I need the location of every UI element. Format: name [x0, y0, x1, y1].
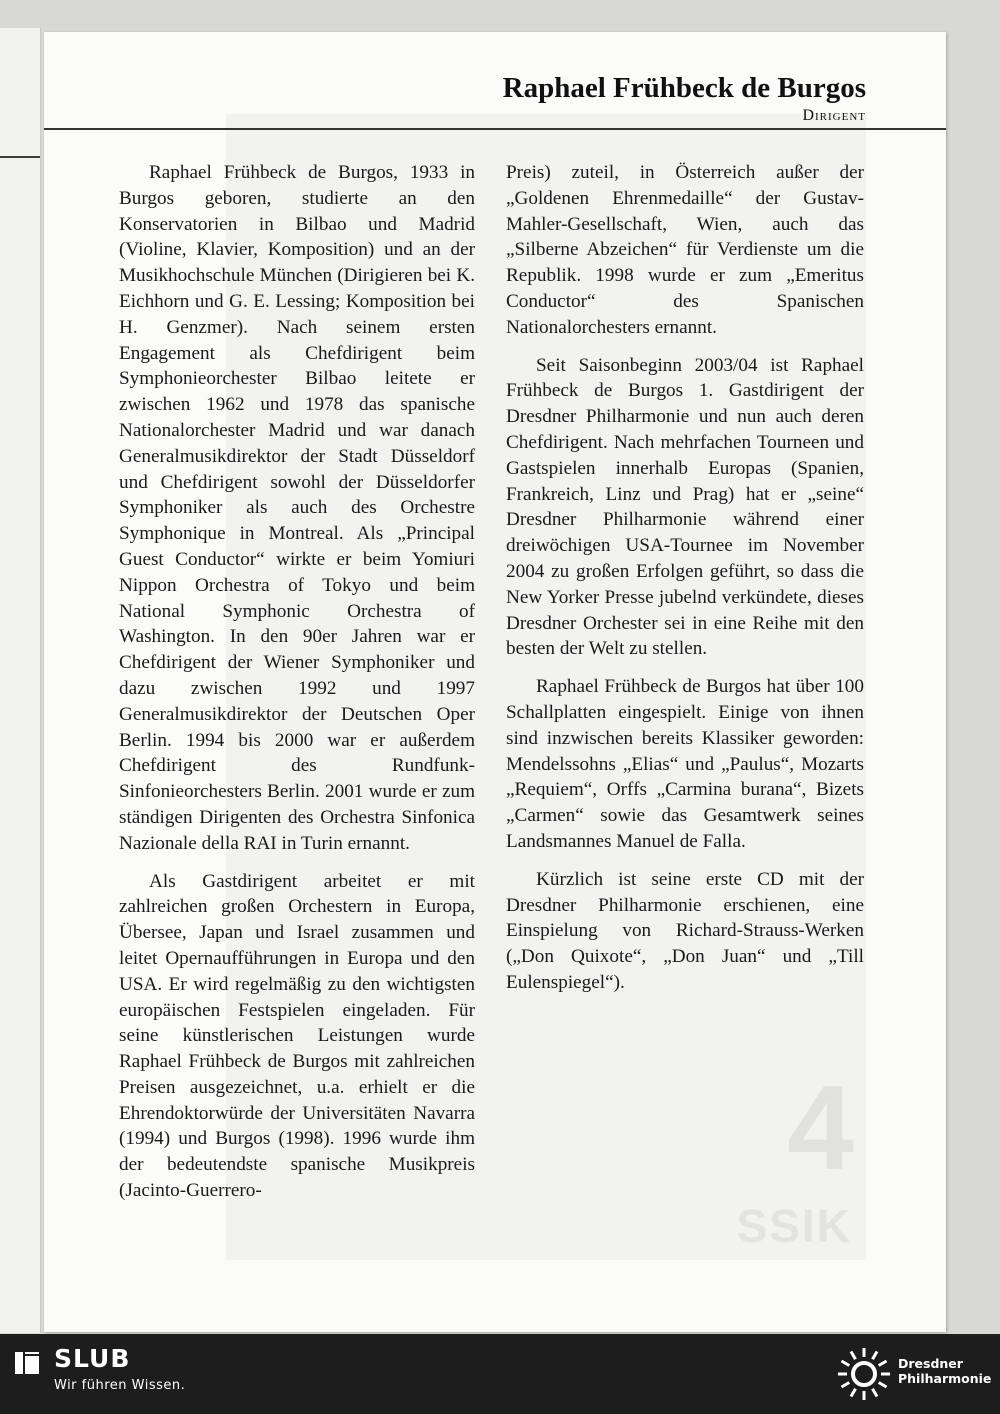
- orchestra-name: [898, 1356, 990, 1386]
- previous-page-rule: [0, 156, 40, 158]
- slub-book-icon: [14, 1350, 40, 1376]
- document-page: [44, 32, 946, 1332]
- text-column-left: [119, 160, 475, 1216]
- paragraph: Raphael Frühbeck de Burgos, 1933 in Burgos geboren, studierte an den Konservatorien in Bilbao und Madrid (Violine, Klavier, Komposition) und an der Musikhochschule München (Dirigieren bei K. Eichhorn und G. E. Lessing; Komposition bei H. Genzmer). Nach seinem ersten Engagement als Chefdirigent beim Symphonieorchester Bilbao leitete er zwischen 1962 und 1978 das spanische Nationalorchester Madrid und war danach Generalmusikdirektor der Stadt Düsseldorf und Chefdirigent sowohl der Düsseldorfer Symphoniker als auch des Orchestre Symphonique in Montreal. Als „Principal Guest Conductor“ wirkte er beim Yomiuri Nippon Orchestra of Tokyo und beim National Symphonic Orchestra of Washington. In den 90er Jahren war er Chefdirigent der Wiener Symphoniker und dazu zwischen 1992 und 1997 Generalmusikdirektor der Deutschen Oper Berlin. 1994 bis 2000 war er außerdem Chefdirigent des Rundfunk-Sinfonieorchesters Berlin. 2001 wurde er zum ständigen Dirigenten des Orchestra Sinfonica Nazionale della RAI in Turin ernannt.: [119, 162, 475, 854]
- paragraph: Seit Saisonbeginn 2003/04 ist Raphael Frühbeck de Burgos 1. Gastdirigent der Dresdner Philharmonie und nun auch deren Chefdirigent. Nach mehrfachen Tourneen und Gastspielen innerhalb Europas (Spanien, Frankreich, Linz und Prag) hat er „seine“ Dresdner Philharmonie während einer dreiwöchigen USA-Tournee im November 2004 zu großen Erfolgen geführt, so dass die New Yorker Presse jubelnd verkündete, dieses Dresdner Orchester sei in eine Reihe mit den besten der Welt zu stellen.: [506, 354, 864, 660]
- library-tagline: Wir führen Wissen.: [54, 1378, 186, 1393]
- page-title: Raphael Frühbeck de Burgos: [502, 72, 866, 104]
- sunburst-logo: [836, 1346, 892, 1402]
- orchestra-name-line2: Philharmonie: [898, 1371, 992, 1386]
- header-rule: [44, 128, 946, 130]
- previous-page-edge: [0, 28, 41, 1333]
- orchestra-name-line1: Dresdner: [898, 1356, 963, 1371]
- footer-bar: [0, 1334, 1000, 1414]
- paragraph: Als Gastdirigent arbeitet er mit zahlreichen großen Orchestern in Europa, Übersee, Japan und Israel zusammen und leitet Opernaufführungen in Europa und den USA. Er wird regelmäßig zu den wichtigsten europäischen Festspielen eingeladen. Für seine künstlerischen Leistungen wurde Raphael Frühbeck de Burgos mit zahlreichen Preisen ausgezeichnet, u.a. erhielt er die Ehrendoktorwürde der Universitäten Navarra (1994) und Burgos (1998). 1996 wurde ihm der bedeutendste spanische Musikpreis (Jacinto-Guerrero-: [119, 870, 475, 1202]
- watermark-word: SSIK: [736, 1200, 852, 1252]
- paragraph: Kürzlich ist seine erste CD mit der Dresdner Philharmonie erschienen, eine Einspielung von Richard-Strauss-Werken („Don Quixote“, „Don Juan“ und „Till Eulenspiegel“).: [506, 868, 864, 993]
- text-column-right: [506, 160, 864, 1008]
- watermark-number: 4: [787, 1061, 854, 1195]
- page-subtitle: Dirigent: [802, 107, 866, 124]
- paragraph: Raphael Frühbeck de Burgos hat über 100 Schallplatten eingespielt. Einige von ihnen sind inzwischen bereits Klassiker geworden: Mendelssohns „Elias“ und „Paulus“, Mozarts „Requiem“, Orffs „Carmina burana“, Bizets „Carmen“ sowie das Gesamtwerk seines Landsmannes Manuel de Falla.: [506, 676, 864, 852]
- library-name: SLUB: [54, 1344, 131, 1373]
- paragraph-continued: Preis) zuteil, in Österreich außer der „Goldenen Ehrenmedaille“ der Gustav-Mahler-Gesellschaft, Wien, auch das „Silberne Abzeichen“ für Verdienste um die Republik. 1998 wurde er zum „Emeritus Conductor“ des Spanischen Nationalorchesters ernannt.: [506, 162, 864, 338]
